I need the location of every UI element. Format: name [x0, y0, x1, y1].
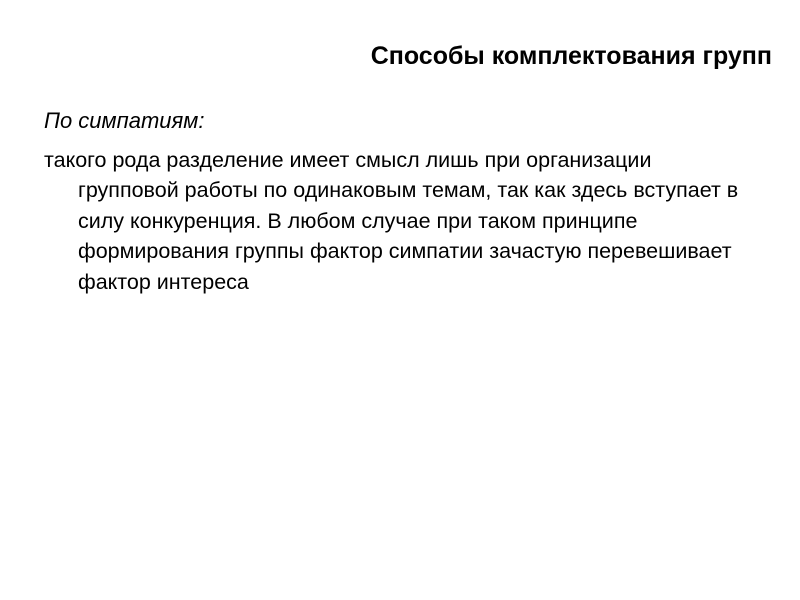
lead-text: По симпатиям: — [44, 108, 205, 133]
page-title: Способы комплектования групп — [370, 42, 772, 70]
slide-body — [44, 105, 756, 297]
body-paragraph: такого рода разделение имеет смысл лишь при организации групповой работы по одинаковым темам, так как здесь вступает в силу конкуренция. В любом случае при таком принципе формирования группы фактор симпатии зачастую перевешивает фактор интереса — [44, 147, 739, 294]
